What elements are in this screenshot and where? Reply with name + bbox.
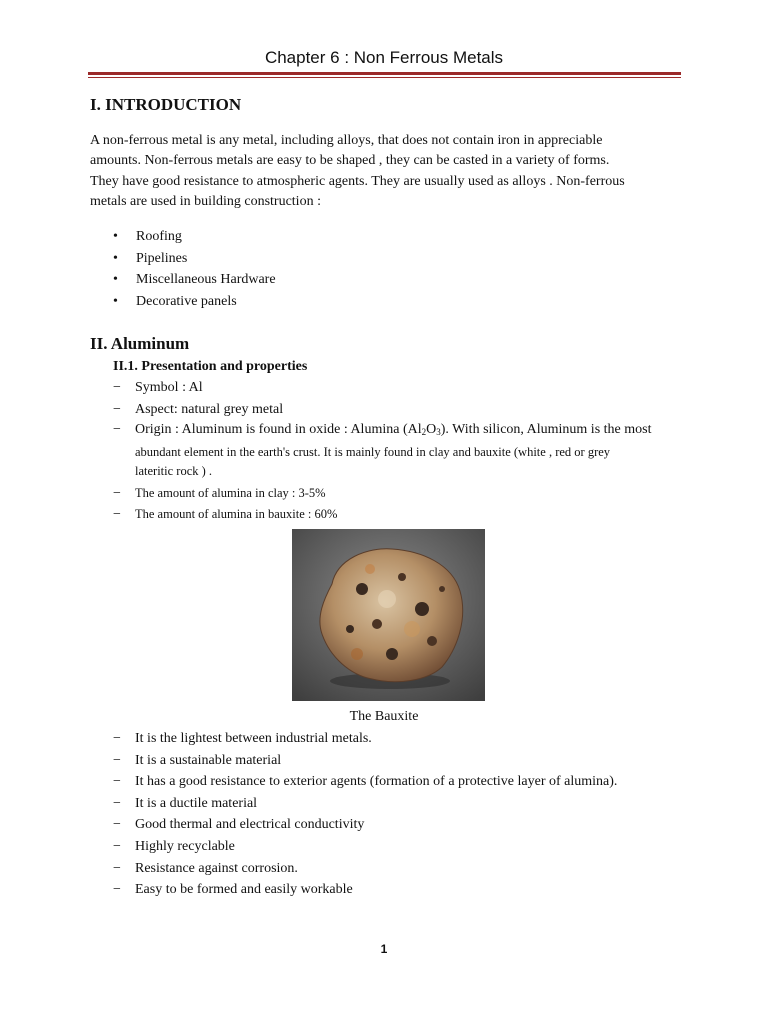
origin-sub-2: 3: [436, 427, 441, 438]
bauxite-photo: [292, 529, 485, 701]
aluminum-facts-list: [113, 377, 683, 525]
list-item-label: Easy to be formed and easily workable: [135, 882, 353, 898]
list-item: [113, 836, 683, 858]
intro-heading: I. INTRODUCTION: [90, 95, 242, 114]
list-item-label: Decorative panels: [136, 294, 237, 310]
dash-icon: −: [113, 817, 121, 833]
list-item-label: It is a sustainable material: [135, 752, 282, 768]
origin-line-3: lateritic rock ) .: [135, 464, 213, 479]
dash-icon: −: [113, 401, 121, 417]
dash-icon: −: [113, 422, 121, 438]
intro-line: metals are used in building construction :: [90, 193, 321, 209]
dash-icon: −: [113, 838, 121, 854]
list-item-label: Roofing: [136, 229, 182, 244]
list-item: [113, 505, 683, 525]
list-item: [113, 879, 683, 901]
origin-line-2: abundant element in the earth's crust. It is mainly found in clay and bauxite (white , red or grey: [135, 444, 611, 459]
symbol-text: Symbol : Al: [135, 380, 203, 395]
list-item-label: Highly recyclable: [135, 838, 235, 854]
clay-text: The amount of alumina in clay : 3-5%: [135, 485, 326, 500]
list-item: [113, 420, 683, 482]
list-item: [113, 793, 683, 815]
origin-lead: Origin : Aluminum is found in oxide : Alumina (Al: [135, 422, 422, 438]
list-item-label: It is the lightest between industrial metals.: [135, 731, 372, 746]
list-item: [113, 771, 683, 793]
header-rule: [88, 72, 681, 75]
dash-icon: −: [113, 795, 121, 811]
intro-line: They have good resistance to atmospheric agents. They are usually used as alloys . Non-ferrous: [90, 173, 625, 189]
list-item: [113, 399, 683, 421]
origin-mid: O: [426, 422, 437, 438]
dash-icon: −: [113, 507, 121, 523]
list-item: [113, 226, 276, 248]
list-item-label: Resistance against corrosion.: [135, 860, 298, 876]
aluminum-properties-list: [113, 728, 683, 901]
properties-subheading: II.1. Presentation and properties: [113, 359, 308, 374]
dash-icon: −: [113, 731, 121, 746]
intro-paragraph: [90, 131, 680, 212]
dash-icon: −: [113, 485, 121, 501]
page-title: Chapter 6 : Non Ferrous Metals: [264, 48, 504, 67]
dash-icon: −: [113, 774, 121, 790]
intro-line: amounts. Non-ferrous metals are easy to be shaped , they can be casted in a variety of forms.: [90, 153, 610, 169]
intro-line: A non-ferrous metal is any metal, including alloys, that does not contain iron in appreciable: [90, 133, 603, 148]
list-item-label: Pipelines: [136, 250, 188, 266]
list-item: [113, 377, 683, 399]
aspect-text: Aspect: natural grey metal: [135, 401, 284, 417]
bullet-icon: •: [113, 229, 118, 244]
list-item-label: Miscellaneous Hardware: [136, 272, 276, 288]
list-item: [113, 858, 683, 880]
list-item-label: Good thermal and electrical conductivity: [135, 817, 365, 833]
figure-caption: The Bauxite: [349, 709, 419, 724]
bullet-icon: •: [113, 294, 118, 310]
list-item: [113, 269, 276, 291]
list-item-label: It has a good resistance to exterior agents (formation of a protective layer of alumina).: [135, 774, 618, 790]
dash-icon: −: [113, 380, 121, 395]
list-item-label: It is a ductile material: [135, 795, 258, 811]
list-item: [113, 750, 683, 772]
dash-icon: −: [113, 860, 121, 876]
list-item: [113, 814, 683, 836]
header-rule-thin: [88, 77, 681, 78]
uses-list: [113, 226, 276, 313]
list-item: [113, 728, 683, 750]
aluminum-heading: II. Aluminum: [90, 334, 190, 353]
list-item: [113, 484, 683, 504]
list-item: [113, 291, 276, 313]
list-item: [113, 248, 276, 270]
bauxite-text: The amount of alumina in bauxite : 60%: [135, 507, 338, 522]
page-number: 1: [380, 942, 388, 956]
origin-after: ). With silicon, Aluminum is the most: [440, 422, 652, 438]
dash-icon: −: [113, 882, 121, 898]
bullet-icon: •: [113, 250, 118, 266]
origin-sub-1: 2: [421, 427, 427, 438]
dash-icon: −: [113, 752, 121, 768]
bullet-icon: •: [113, 272, 118, 288]
origin-line-1: [135, 422, 651, 437]
